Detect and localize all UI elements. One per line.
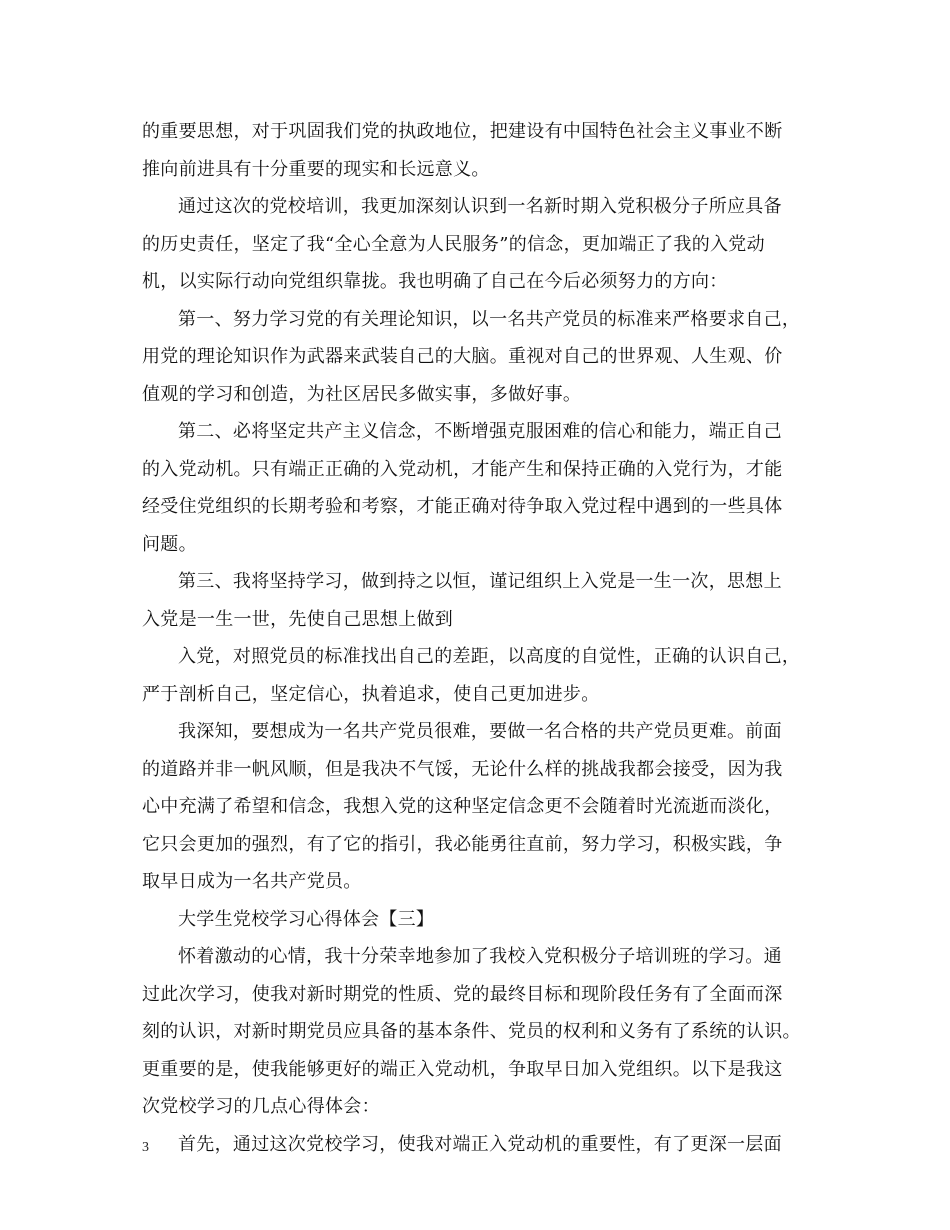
text-line: 它只会更加的强烈，有了它的指引，我必能勇往直前，努力学习，积极实践，争 <box>142 833 783 855</box>
text-line: 问题。 <box>142 533 197 555</box>
paragraph-start: 第二、必将坚定共产主义信念，不断增强克服困难的信心和能力，端正自己 <box>178 421 782 442</box>
document-body <box>142 113 812 1163</box>
paragraph-start: 我深知，要想成为一名共产党员很难，要做一名合格的共产党员更难。前面 <box>178 721 782 742</box>
text-line: 入党是一生一世，先使自己思想上做到 <box>142 608 454 630</box>
text-line: 的历史责任，坚定了我“全心全意为人民服务”的信念，更加端正了我的入党动 <box>142 233 765 255</box>
text-line: 次党校学习的几点心得体会： <box>142 1096 380 1117</box>
text-line: 推向前进具有十分重要的现实和长远意义。 <box>142 158 490 180</box>
paragraph-start: 第一、努力学习党的有关理论知识，以一名共产党员的标准来严格要求自己， <box>178 308 801 330</box>
paragraph-start: 入党，对照党员的标准找出自己的差距，以高度的自觉性，正确的认识自己， <box>178 646 801 667</box>
text-line: 心中充满了希望和信念，我想入党的这种坚定信念更不会随着时光流逝而淡化， <box>142 796 783 817</box>
text-line: 更重要的是，使我能够更好的端正入党动机，争取早日加入党组织。以下是我这 <box>142 1058 783 1080</box>
paragraph-start: 怀着激动的心情，我十分荣幸地参加了我校入党积极分子培训班的学习。通 <box>178 946 782 967</box>
text-line: 的入党动机。只有端正正确的入党动机，才能产生和保持正确的入党行为，才能 <box>142 458 783 480</box>
paragraph-start: 通过这次的党校培训，我更加深刻认识到一名新时期入党积极分子所应具备 <box>178 196 782 217</box>
text-line: 经受住党组织的长期考验和考察，才能正确对待争取入党过程中遇到的一些具体 <box>142 496 783 517</box>
text-line: 机，以实际行动向党组织靠拢。我也明确了自己在今后必须努力的方向： <box>142 271 728 292</box>
section-heading: 大学生党校学习心得体会【三】 <box>178 908 435 930</box>
page-number: 3 <box>142 1140 149 1155</box>
paragraph-start: 第三、我将坚持学习，做到持之以恒，谨记组织上入党是一生一次，思想上 <box>178 571 782 592</box>
text-line: 的重要思想，对于巩固我们党的执政地位，把建设有中国特色社会主义事业不断 <box>142 121 783 142</box>
text-line: 刻的认识，对新时期党员应具备的基本条件、党员的权利和义务有了系统的认识。 <box>142 1021 801 1042</box>
text-line: 过此次学习，使我对新时期党的性质、党的最终目标和现阶段任务有了全面而深 <box>142 983 783 1005</box>
paragraph-start: 首先，通过这次党校学习，使我对端正入党动机的重要性，有了更深一层面 <box>178 1133 782 1155</box>
text-line: 取早日成为一名共产党员。 <box>142 871 362 892</box>
text-line: 用党的理论知识作为武器来武装自己的大脑。重视对自己的世界观、人生观、价 <box>142 346 783 367</box>
text-line: 的道路并非一帆风顺，但是我决不气馁，无论什么样的挑战我都会接受，因为我 <box>142 758 783 780</box>
text-line: 值观的学习和创造，为社区居民多做实事，多做好事。 <box>142 383 582 405</box>
text-line: 严于剖析自己，坚定信心，执着追求，使自己更加进步。 <box>142 683 600 705</box>
